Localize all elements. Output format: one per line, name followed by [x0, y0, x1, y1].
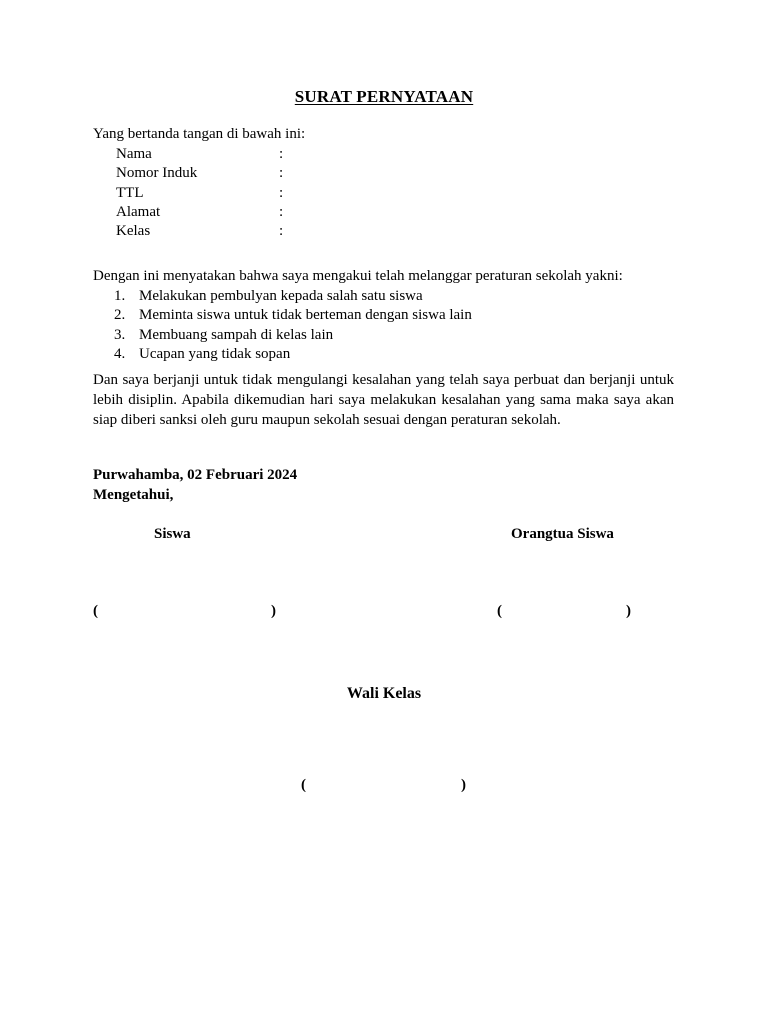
signature-bracket-open: (	[497, 603, 502, 619]
signature-bracket-close: )	[626, 603, 631, 619]
field-colon: :	[279, 223, 284, 239]
signature-label-student: Siswa	[154, 526, 191, 542]
promise-paragraph: Dan saya berjanji untuk tidak mengulangi kesalahan yang telah saya perbuat dan berjanji untuk lebih disiplin. Apabila dikemudian hari saya melakukan kesalahan yang sama maka saya akan siap diberi sanksi oleh guru maupun sekolah sesuai dengan peraturan sekolah.	[93, 372, 674, 428]
place-date: Purwahamba, 02 Februari 2024	[93, 467, 298, 483]
violation-number: 2.	[114, 307, 126, 323]
violation-item: Membuang sampah di kelas lain	[139, 327, 334, 343]
signature-bracket-close: )	[271, 603, 276, 619]
violation-item: Melakukan pembulyan kepada salah satu siswa	[139, 288, 423, 304]
violation-item: Ucapan yang tidak sopan	[139, 346, 291, 362]
violation-number: 1.	[114, 288, 126, 304]
violation-item: Meminta siswa untuk tidak berteman dengan siswa lain	[139, 307, 472, 323]
violation-number: 4.	[114, 346, 126, 362]
field-colon: :	[279, 165, 284, 181]
field-label-ttl: TTL	[116, 185, 144, 201]
statement-text: Dengan ini menyatakan bahwa saya mengakui telah melanggar peraturan sekolah yakni:	[93, 268, 623, 284]
field-colon: :	[279, 204, 284, 220]
intro-text: Yang bertanda tangan di bawah ini:	[93, 126, 306, 142]
field-label-nama: Nama	[116, 146, 152, 162]
field-label-nomor-induk: Nomor Induk	[116, 165, 198, 181]
document-title: SURAT PERNYATAAN	[294, 87, 474, 106]
signature-bracket-open: (	[301, 777, 306, 793]
signature-label-parent: Orangtua Siswa	[511, 526, 614, 542]
field-label-kelas: Kelas	[116, 223, 151, 239]
acknowledged-label: Mengetahui,	[93, 487, 174, 503]
field-colon: :	[279, 146, 284, 162]
field-colon: :	[279, 185, 284, 201]
signature-bracket-close: )	[461, 777, 466, 793]
signature-label-homeroom: Wali Kelas	[346, 685, 422, 702]
field-label-alamat: Alamat	[116, 204, 161, 220]
signature-bracket-open: (	[93, 603, 98, 619]
violation-number: 3.	[114, 327, 126, 343]
